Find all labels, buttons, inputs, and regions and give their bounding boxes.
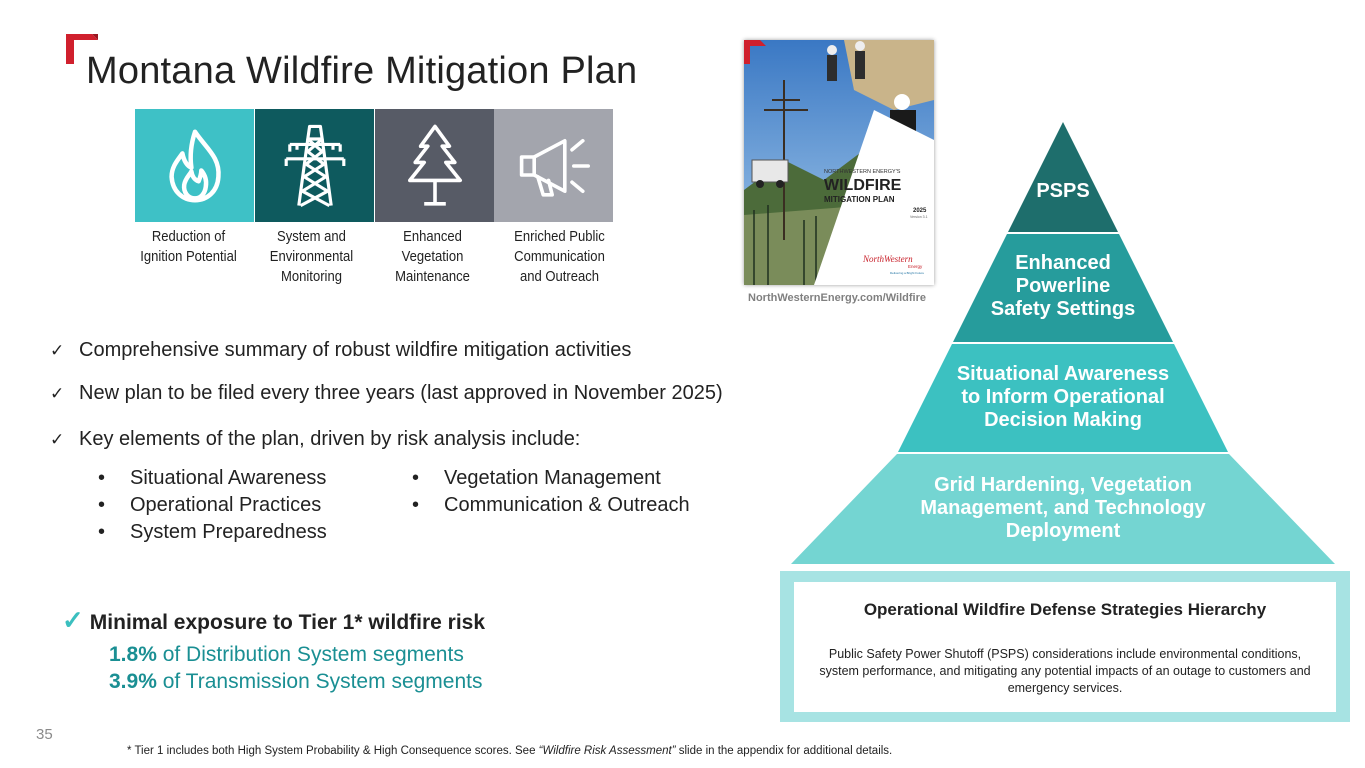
checklist-item bbox=[50, 339, 631, 362]
cover-brand-sub: Energy bbox=[908, 264, 923, 269]
pyramid-label-situational: Situational Awareness to Inform Operational Decision Making bbox=[956, 363, 1170, 431]
list-item-text: Communication & Outreach bbox=[444, 494, 690, 516]
list-item bbox=[412, 492, 690, 519]
key-elements-col2 bbox=[412, 465, 690, 519]
cover-url-link[interactable]: NorthWesternEnergy.com/Wildfire bbox=[748, 292, 926, 304]
tile-label-vegetation bbox=[376, 227, 489, 287]
cover-tagline: Delivering a Bright Future bbox=[890, 271, 925, 275]
stat-text: of Transmission System segments bbox=[156, 670, 483, 693]
list-item-text: Vegetation Management bbox=[444, 467, 661, 489]
pyramid-level-psps bbox=[1008, 122, 1118, 232]
list-item-text: Situational Awareness bbox=[130, 467, 327, 489]
tile-label-ignition bbox=[132, 227, 245, 267]
tile-vegetation bbox=[375, 109, 494, 222]
hierarchy-box bbox=[780, 571, 1350, 722]
bullet-icon: • bbox=[98, 467, 106, 489]
pyramid-label-grid: Grid Hardening, Vegetation Management, and Technology Deployment bbox=[920, 474, 1206, 542]
stat-value: 1.8% bbox=[109, 643, 157, 666]
cover-kicker: NORTHWESTERN ENERGY'S bbox=[824, 169, 901, 175]
exposure-heading-text: Minimal exposure to Tier 1* wildfire risk bbox=[89, 611, 486, 634]
page-number: 35 bbox=[36, 726, 53, 743]
list-item bbox=[98, 465, 327, 492]
footnote bbox=[127, 745, 892, 757]
tile-label-ignition-text: Reduction of Ignition Potential bbox=[140, 229, 237, 265]
list-item bbox=[412, 465, 690, 492]
tile-label-outreach-text: Enriched Public Communication and Outreach bbox=[514, 229, 605, 285]
checklist-item-text: Key elements of the plan, driven by risk analysis include: bbox=[79, 428, 581, 450]
checklist-item bbox=[50, 382, 723, 405]
list-item bbox=[98, 519, 327, 546]
cover-year: 2025 bbox=[913, 208, 927, 214]
list-item-text: System Preparedness bbox=[130, 521, 327, 543]
checkmark-icon: ✓ bbox=[50, 341, 65, 360]
cover-brand: NorthWestern bbox=[863, 254, 913, 264]
hierarchy-description: Public Safety Power Shutoff (PSPS) considerations include environmental conditions, system performance, and mitigating any potential impacts of an outage to customers and emergency services. bbox=[819, 647, 1311, 695]
footnote-italic: “Wildfire Risk Assessment” bbox=[538, 745, 676, 757]
tile-label-vegetation-text: Enhanced Vegetation Maintenance bbox=[395, 229, 470, 285]
cover-version: Version 3.1 bbox=[910, 215, 928, 219]
stat-text: of Distribution System segments bbox=[156, 643, 464, 666]
stat-value: 3.9% bbox=[109, 670, 157, 693]
checklist-item-text: New plan to be filed every three years (last approved in November 2025) bbox=[79, 382, 723, 404]
tile-label-monitoring-text: System and Environmental Monitoring bbox=[269, 229, 354, 285]
page-title: Montana Wildfire Mitigation Plan bbox=[86, 50, 638, 92]
stat-transmission bbox=[109, 670, 483, 694]
bullet-icon: • bbox=[98, 521, 106, 543]
checkmark-icon: ✓ bbox=[62, 605, 84, 635]
cover-title-line2: MITIGATION PLAN bbox=[824, 195, 895, 204]
flame-icon bbox=[150, 121, 240, 211]
tile-outreach bbox=[494, 109, 613, 222]
footnote-prefix: * Tier 1 includes both High System Probability & High Consequence scores. See bbox=[127, 745, 539, 757]
megaphone-icon bbox=[509, 121, 599, 211]
tile-label-monitoring bbox=[255, 227, 368, 287]
list-item-text: Operational Practices bbox=[130, 494, 322, 516]
bullet-icon: • bbox=[412, 494, 420, 516]
bullet-icon: • bbox=[98, 494, 106, 516]
checkmark-icon: ✓ bbox=[50, 430, 65, 449]
pyramid-label-psps: PSPS bbox=[1036, 180, 1090, 202]
tile-label-outreach bbox=[503, 227, 616, 287]
checklist-item bbox=[50, 428, 580, 451]
exposure-heading bbox=[62, 605, 485, 636]
tile-ignition bbox=[135, 109, 254, 222]
footnote-suffix: slide in the appendix for additional details. bbox=[675, 745, 893, 757]
checklist-item-text: Comprehensive summary of robust wildfire mitigation activities bbox=[79, 339, 632, 361]
cover-title-line1: WILDFIRE bbox=[824, 177, 902, 194]
tree-icon bbox=[390, 121, 480, 211]
checkmark-icon: ✓ bbox=[50, 384, 65, 403]
pyramid-label-powerline: Enhanced Powerline Safety Settings bbox=[990, 252, 1136, 320]
hierarchy-title: Operational Wildfire Defense Strategies Hierarchy bbox=[863, 600, 1267, 619]
list-item bbox=[98, 492, 327, 519]
key-elements-col1 bbox=[98, 465, 327, 546]
bullet-icon: • bbox=[412, 467, 420, 489]
stat-distribution bbox=[109, 643, 464, 667]
transmission-tower-icon bbox=[270, 121, 360, 211]
hierarchy-box-inner bbox=[794, 582, 1336, 712]
tile-monitoring bbox=[255, 109, 374, 222]
